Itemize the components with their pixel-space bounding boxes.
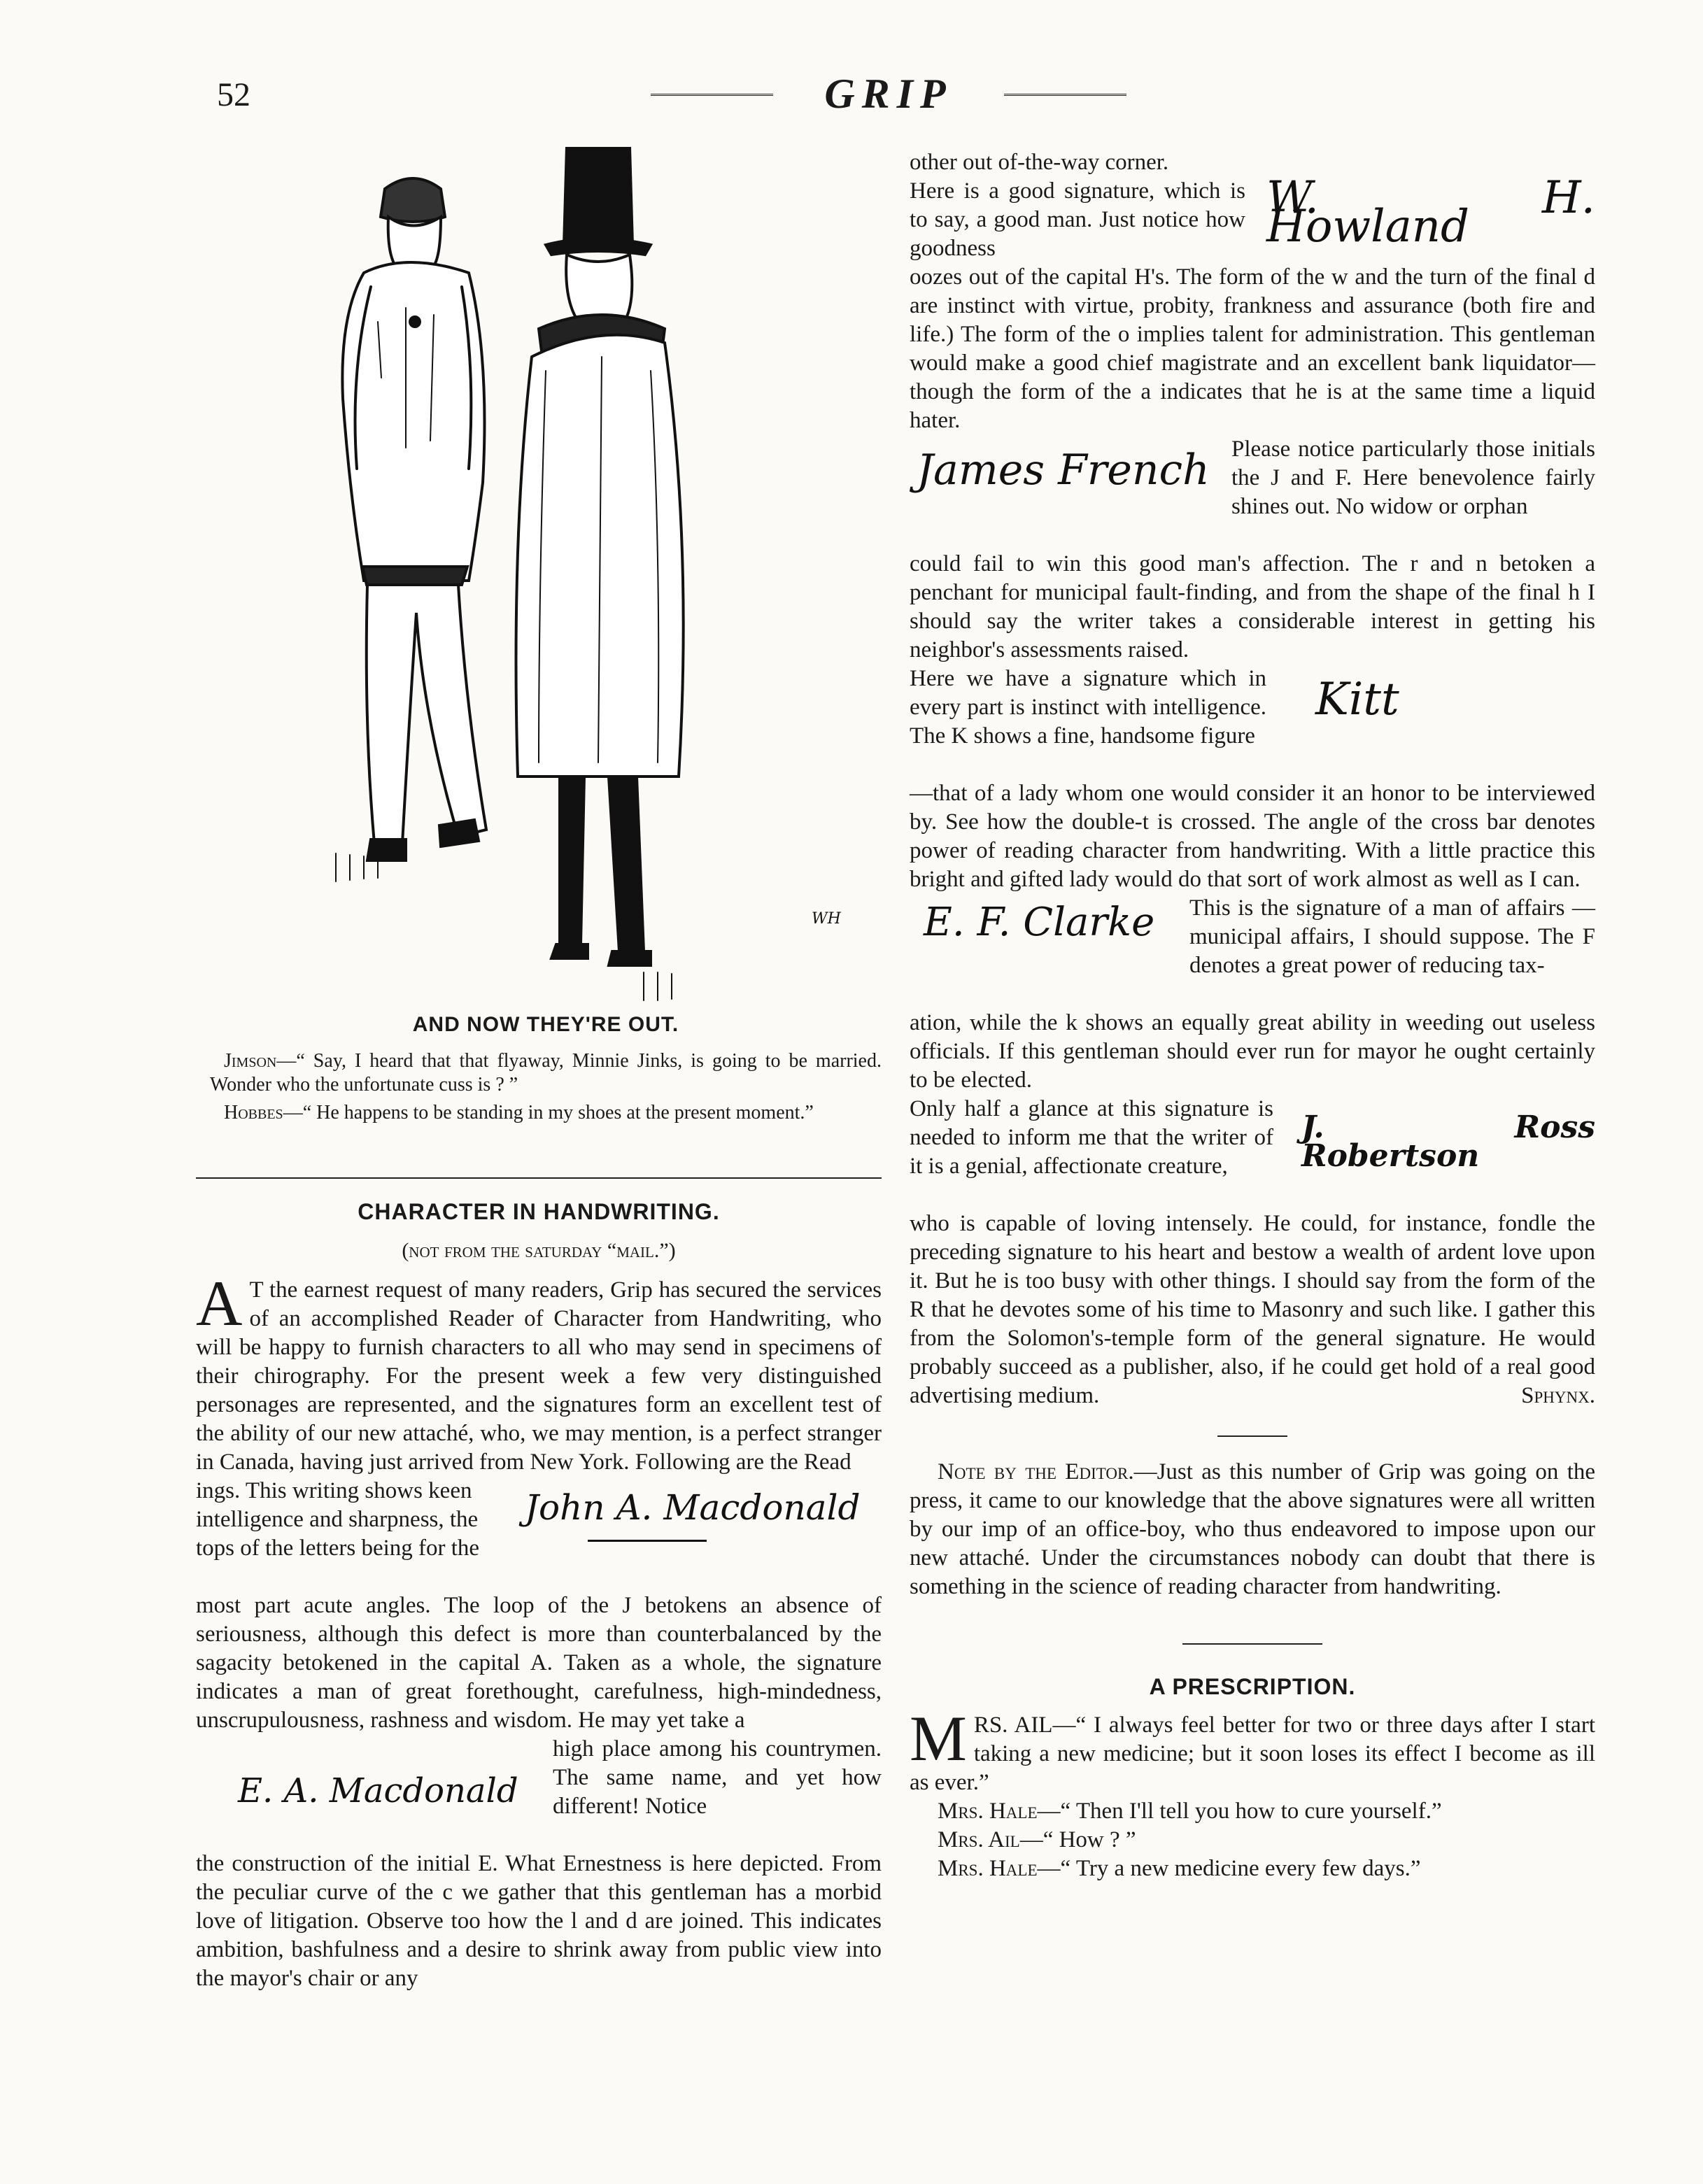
- editor-note-divider: [1217, 1435, 1287, 1437]
- speaker-mrs-hale: Mrs. Hale: [938, 1799, 1038, 1824]
- article-subtitle: (not from the saturday “mail.”): [402, 1239, 676, 1262]
- cartoon-illustration: [280, 147, 854, 1007]
- article-column-right: [910, 148, 1595, 1883]
- sig6-rest-text: ation, while the k shows an equally great ability in weeding out useless officials. If this gentleman should ever run for mayor he ought certainly to be elected.: [910, 1010, 1595, 1093]
- sig2-block: [196, 1735, 882, 1850]
- cartoon-line-1: [210, 1049, 882, 1097]
- sig2-rest-text: the construction of the initial E. What Ernestness is here depicted. From the peculiar curve of the c we gather that this gentleman has a morbid love of litigation. Observe too how the l and d are joined. This indicates ambition, bashfulness and a desire to shrink away from public view into the mayor's chair or any: [196, 1851, 882, 1991]
- signature-underline: [588, 1540, 707, 1542]
- speaker-mrs-hale-2: Mrs. Hale: [938, 1856, 1038, 1881]
- sig4-rest-text: could fail to win this good man's affection. The r and n betoken a penchant for municipal fault-finding, and from the shape of the final h I should say the writer takes a considerable interest in getting his neighbor's assessments raised.: [910, 551, 1595, 662]
- sig1-lead-text: ings. This writing shows keen intelligence and sharpness, the tops of the letters being for the: [196, 1478, 480, 1561]
- editor-note-lead: Note by the Editor.: [938, 1459, 1134, 1484]
- editor-note: [910, 1458, 1595, 1601]
- prescription-line-4-text: —“ Try a new medicine every few days.”: [1037, 1856, 1421, 1881]
- sig5-rest-text: —that of a lady whom one would consider it an honor to be interviewed by. See how the double-t is crossed. The angle of the cross bar denotes power of reading character from handwriting. With a little practice this bright and gifted lady would do that sort of work almost as well as I can.: [910, 781, 1595, 892]
- prescription-divider: [1182, 1643, 1322, 1645]
- section-divider: [196, 1177, 882, 1179]
- article-column-left: [196, 1198, 882, 1993]
- sig4-block: [910, 435, 1595, 550]
- sig5-block: [910, 665, 1595, 779]
- signature-kitt: Kitt: [1315, 674, 1399, 725]
- signature-howland: W. H. Howland: [1266, 172, 1595, 253]
- prescription-line-4: [910, 1855, 1595, 1883]
- article-title: CHARACTER IN HANDWRITING.: [358, 1199, 720, 1224]
- cartoon-caption-block: [210, 1013, 882, 1125]
- prescription-title: A PRESCRIPTION.: [1149, 1674, 1356, 1699]
- cartoon-artist-mark: WH: [812, 910, 841, 928]
- sig7-lead-text: Only half a glance at this signature is needed to inform me that the writer of it is a genial, affectionate creature,: [910, 1096, 1273, 1179]
- figure-right: [516, 147, 684, 965]
- prescription-line-3-text: —“ How ? ”: [1019, 1827, 1136, 1852]
- masthead-rule-right: [1004, 94, 1126, 96]
- masthead: [651, 70, 1126, 119]
- signature-french: James French: [917, 446, 1210, 495]
- hobbes-quote: —“ He happens to be standing in my shoes at the present moment.”: [283, 1102, 814, 1123]
- prescription-line-1-text: RS. AIL—“ I always feel better for two or three days after I start taking a new medicine; but it soon loses its effect I become as ill as ever.”: [910, 1713, 1595, 1795]
- sig5-lead-text: Here we have a signature which in every part is instinct with intelligence. The K shows a fine, handsome figure: [910, 666, 1266, 749]
- sig6-lead-text: This is the signature of a man of affairs — municipal affairs, I should suppose. The F denotes a great power of reducing tax-: [1189, 895, 1595, 978]
- sig2-side-text: high place among his countrymen. The same name, and yet how different! Notice: [553, 1736, 882, 1819]
- col2-top-text: other out of-the-way corner.: [910, 150, 1169, 175]
- article-author: Sphynx.: [1521, 1383, 1595, 1408]
- prescription-line-3: [910, 1826, 1595, 1855]
- drop-cap-m: M: [910, 1703, 967, 1774]
- sig1-block: [196, 1477, 882, 1591]
- sig7-rest-text: who is capable of loving intensely. He could, for instance, fondle the preceding signature to his heart and bestow a wealth of ardent love upon it. But he is too busy with other things. I should say from the form of the R that he devotes some of his time to Masonry and such like. I gather this from the Solomon's-temple form of the general signature. He would probably succeed as a publisher, also, if he could get hold of a real good advertising medium.: [910, 1211, 1595, 1408]
- prescription-line-2-text: —“ Then I'll tell you how to cure yourself.”: [1037, 1799, 1442, 1824]
- jimson-quote: —“ Say, I heard that that flyaway, Minnie Jinks, is going to be married. Wonder who the unfortunate cuss is ? ”: [210, 1050, 882, 1095]
- editor-note-text: —Just as this number of Grip was going on the press, it came to our knowledge that the above signatures were all written by our imp of an office-boy, who thus endeavored to impose upon our new attaché. Under the circumstances nobody can doubt that there is something in the science of reading character from handwriting.: [910, 1459, 1596, 1599]
- signature-john-macdonald: John A. Macdonald: [525, 1487, 861, 1528]
- speaker-hobbes: Hobbes: [224, 1102, 283, 1123]
- sig1-rest-text: most part acute angles. The loop of the J betokens an absence of seriousness, although this defect is more than counterbalanced by the sagacity betokened in the capital A. Taken as a whole, the signature indicates a man of great forethought, carefulness, high-mindedness, unscrupulousness, rashness and wisdom. He may yet take a: [196, 1593, 882, 1733]
- magazine-title: GRIP: [824, 71, 953, 117]
- cartoon-line-2: [210, 1101, 882, 1125]
- sig3-lead-text: Here is a good signature, which is to say, a good man. Just notice how goodness: [910, 178, 1245, 261]
- cartoon-drawing: [280, 147, 854, 1007]
- signature-clarke: E. F. Clarke: [924, 900, 1155, 945]
- sig3-block: [910, 172, 1595, 263]
- sig7-block: [910, 1095, 1595, 1210]
- page-number: 52: [217, 76, 250, 113]
- sig4-lead-text: Please notice particularly those initials the J and F. Here benevolence fairly shines out. No widow or orphan: [1231, 437, 1595, 519]
- signature-ea-macdonald: E. A. Macdonald: [238, 1771, 518, 1810]
- sig3-rest-text: oozes out of the capital H's. The form of the w and the turn of the final d are instinct with virtue, probity, frankness and assurance (both fire and life.) The form of the o implies talent for administration. This gentleman would make a good chief magistrate and an excellent bank liquidator—though the form of the a indicates that he is at the same time a liquid hater.: [910, 264, 1595, 433]
- article-para-1: [196, 1268, 882, 1477]
- figure-left: [342, 178, 486, 860]
- prescription-line-1: [910, 1703, 1595, 1797]
- speaker-mrs-ail: Mrs. Ail: [938, 1827, 1020, 1852]
- cartoon-title: AND NOW THEY'RE OUT.: [412, 1013, 679, 1036]
- speaker-jimson: Jimson: [224, 1050, 277, 1072]
- prescription-line-2: [910, 1797, 1595, 1826]
- sig6-block: [910, 894, 1595, 1009]
- signature-robertson: J. Ross Robertson: [1301, 1109, 1595, 1174]
- drop-cap-a: A: [196, 1268, 243, 1339]
- article-para-1-text: T the earnest request of many readers, Grip has secured the services of an accomplished Reader of Character from Handwriting, who will be happy to furnish characters to all who may send in specimens of their chirography. For the present week a few very distinguished personages are represented, and the signatures form an excellent test of the ability of our new attaché, who, we may mention, is a perfect stranger in Canada, having just arrived from New York. Following are the Read: [196, 1277, 882, 1475]
